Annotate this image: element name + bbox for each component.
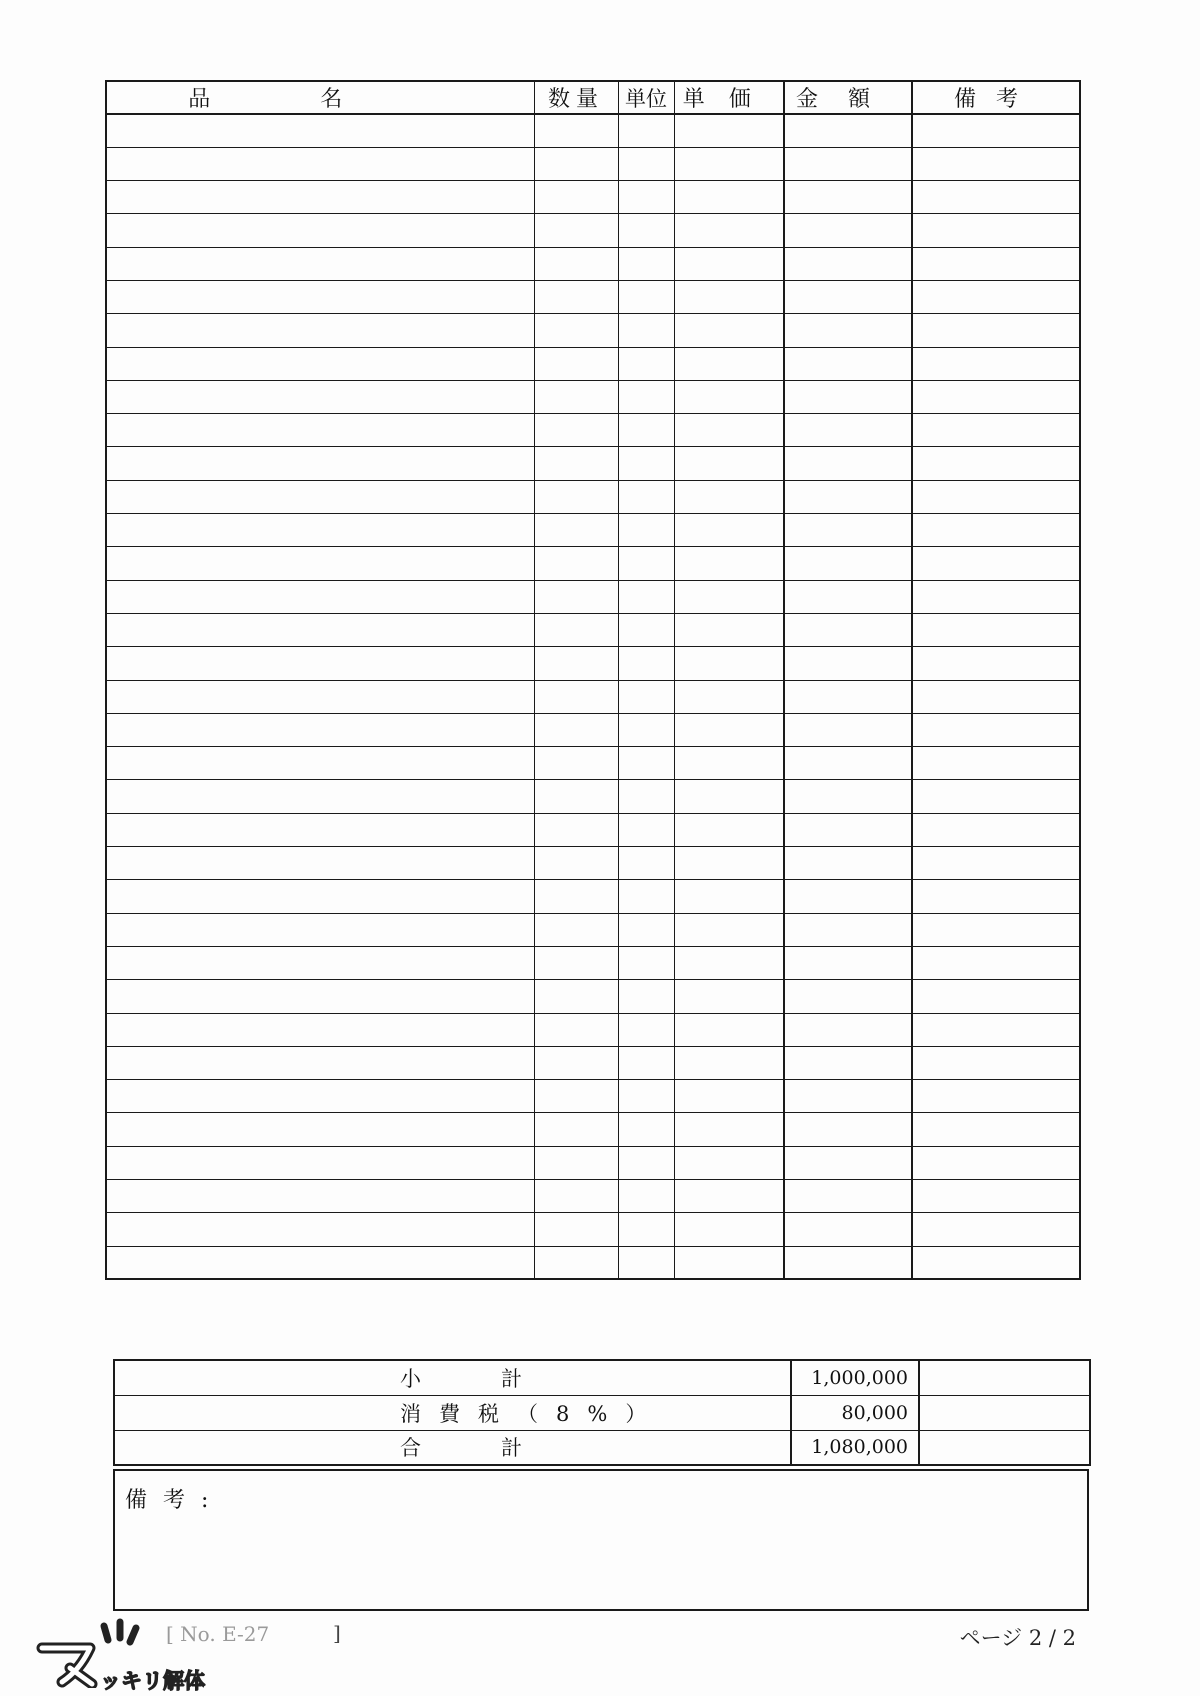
unit-price-cell <box>674 480 784 513</box>
quantity-cell <box>534 280 618 313</box>
table-row <box>106 913 1080 946</box>
tax-note <box>919 1395 1090 1430</box>
table-row <box>106 1146 1080 1179</box>
item-name-cell <box>106 514 534 547</box>
table-row <box>106 314 1080 347</box>
subtotal-label <box>114 1360 791 1395</box>
notes-cell <box>912 1213 1080 1246</box>
unit-cell <box>618 1046 674 1079</box>
table-row <box>106 580 1080 613</box>
item-name-cell <box>106 447 534 480</box>
item-name-cell <box>106 747 534 780</box>
header-amount: 金額 <box>784 81 912 114</box>
notes-cell <box>912 1113 1080 1146</box>
quantity-cell <box>534 114 618 147</box>
amount-cell <box>784 447 912 480</box>
notes-cell <box>912 847 1080 880</box>
subtotal-note <box>919 1360 1090 1395</box>
amount-cell <box>784 280 912 313</box>
amount-cell <box>784 913 912 946</box>
amount-cell <box>784 680 912 713</box>
amount-cell <box>784 1213 912 1246</box>
notes-cell <box>912 447 1080 480</box>
notes-cell <box>912 1046 1080 1079</box>
table-row <box>106 880 1080 913</box>
tax-row <box>114 1395 1090 1430</box>
notes-cell <box>912 480 1080 513</box>
notes-cell <box>912 147 1080 180</box>
header-unit-price: 単価 <box>674 81 784 114</box>
table-row <box>106 1046 1080 1079</box>
notes-cell <box>912 181 1080 214</box>
unit-cell <box>618 414 674 447</box>
unit-price-cell <box>674 780 784 813</box>
notes-cell <box>912 1180 1080 1213</box>
amount-cell <box>784 247 912 280</box>
table-row <box>106 647 1080 680</box>
quantity-cell <box>534 680 618 713</box>
quantity-cell <box>534 880 618 913</box>
unit-price-cell <box>674 1113 784 1146</box>
document-number: [ No. E-27 <box>166 1622 270 1646</box>
item-name-cell <box>106 680 534 713</box>
notes-cell <box>912 314 1080 347</box>
table-row <box>106 946 1080 979</box>
tax-label-text: 消費税（8%） <box>400 1401 665 1426</box>
notes-cell <box>912 1013 1080 1046</box>
amount-cell <box>784 1246 912 1279</box>
quantity-cell <box>534 580 618 613</box>
quantity-cell <box>534 780 618 813</box>
unit-price-cell <box>674 447 784 480</box>
amount-cell <box>784 181 912 214</box>
unit-price-cell <box>674 1046 784 1079</box>
table-row <box>106 713 1080 746</box>
table-row <box>106 480 1080 513</box>
notes-cell <box>912 613 1080 646</box>
quantity-cell <box>534 847 618 880</box>
unit-cell <box>618 780 674 813</box>
amount-cell <box>784 880 912 913</box>
item-name-cell <box>106 880 534 913</box>
table-row <box>106 447 1080 480</box>
unit-cell <box>618 613 674 646</box>
notes-cell <box>912 1246 1080 1279</box>
unit-price-cell <box>674 114 784 147</box>
amount-cell <box>784 713 912 746</box>
notes-cell <box>912 114 1080 147</box>
total-value: 1,080,000 <box>791 1430 919 1465</box>
page-indicator: ページ 2 / 2 <box>959 1626 1076 1650</box>
notes-cell <box>912 414 1080 447</box>
unit-cell <box>618 713 674 746</box>
amount-cell <box>784 1146 912 1179</box>
unit-price-cell <box>674 1013 784 1046</box>
item-name-cell <box>106 813 534 846</box>
quantity-cell <box>534 1246 618 1279</box>
notes-cell <box>912 880 1080 913</box>
item-name-cell <box>106 247 534 280</box>
totals-table <box>113 1359 1091 1466</box>
notes-cell <box>912 247 1080 280</box>
table-row <box>106 247 1080 280</box>
unit-price-cell <box>674 847 784 880</box>
unit-cell <box>618 980 674 1013</box>
item-name-cell <box>106 1113 534 1146</box>
item-name-cell <box>106 181 534 214</box>
item-name-cell <box>106 1080 534 1113</box>
table-row <box>106 813 1080 846</box>
unit-cell <box>618 1113 674 1146</box>
unit-price-cell <box>674 880 784 913</box>
table-row <box>106 1113 1080 1146</box>
unit-cell <box>618 314 674 347</box>
item-name-cell <box>106 647 534 680</box>
unit-price-cell <box>674 680 784 713</box>
unit-cell <box>618 114 674 147</box>
tax-value: 80,000 <box>791 1395 919 1430</box>
quantity-cell <box>534 980 618 1013</box>
quantity-cell <box>534 946 618 979</box>
remarks-box <box>113 1469 1089 1611</box>
total-label-text: 合計 <box>400 1436 602 1461</box>
unit-price-cell <box>674 946 784 979</box>
subtotal-row <box>114 1360 1090 1395</box>
table-row <box>106 347 1080 380</box>
unit-cell <box>618 547 674 580</box>
unit-price-cell <box>674 547 784 580</box>
quantity-cell <box>534 613 618 646</box>
quantity-cell <box>534 380 618 413</box>
table-row <box>106 1080 1080 1113</box>
quantity-cell <box>534 1013 618 1046</box>
unit-cell <box>618 447 674 480</box>
quantity-cell <box>534 147 618 180</box>
amount-cell <box>784 613 912 646</box>
unit-cell <box>618 946 674 979</box>
notes-cell <box>912 980 1080 1013</box>
table-row <box>106 280 1080 313</box>
notes-cell <box>912 1146 1080 1179</box>
table-row <box>106 547 1080 580</box>
table-row <box>106 980 1080 1013</box>
total-label <box>114 1430 791 1465</box>
table-row <box>106 680 1080 713</box>
document-number-bracket: ] <box>333 1621 341 1645</box>
unit-price-cell <box>674 747 784 780</box>
table-row <box>106 181 1080 214</box>
amount-cell <box>784 347 912 380</box>
item-name-cell <box>106 347 534 380</box>
item-name-cell <box>106 1213 534 1246</box>
quantity-cell <box>534 447 618 480</box>
amount-cell <box>784 1080 912 1113</box>
unit-cell <box>618 181 674 214</box>
quantity-cell <box>534 913 618 946</box>
amount-cell <box>784 214 912 247</box>
item-name-cell <box>106 214 534 247</box>
item-name-cell <box>106 913 534 946</box>
table-row <box>106 214 1080 247</box>
logo-text: ッキリ解体 <box>100 1669 205 1693</box>
quantity-cell <box>534 214 618 247</box>
unit-cell <box>618 1080 674 1113</box>
table-row <box>106 1180 1080 1213</box>
unit-price-cell <box>674 347 784 380</box>
unit-price-cell <box>674 647 784 680</box>
quantity-cell <box>534 247 618 280</box>
header-unit: 単位 <box>618 81 674 114</box>
quantity-cell <box>534 314 618 347</box>
unit-price-cell <box>674 613 784 646</box>
logo-sparkle-icon <box>104 1622 136 1642</box>
quantity-cell <box>534 414 618 447</box>
item-name-cell <box>106 980 534 1013</box>
unit-price-cell <box>674 913 784 946</box>
unit-cell <box>618 1146 674 1179</box>
unit-cell <box>618 813 674 846</box>
amount-cell <box>784 1113 912 1146</box>
item-name-cell <box>106 1046 534 1079</box>
unit-price-cell <box>674 1080 784 1113</box>
item-name-cell <box>106 147 534 180</box>
notes-cell <box>912 713 1080 746</box>
total-row <box>114 1430 1090 1465</box>
amount-cell <box>784 380 912 413</box>
tax-label <box>114 1395 791 1430</box>
notes-cell <box>912 680 1080 713</box>
unit-cell <box>618 913 674 946</box>
unit-cell <box>618 880 674 913</box>
quantity-cell <box>534 1080 618 1113</box>
quantity-cell <box>534 1046 618 1079</box>
unit-price-cell <box>674 713 784 746</box>
amount-cell <box>784 780 912 813</box>
item-name-cell <box>106 1146 534 1179</box>
quantity-cell <box>534 713 618 746</box>
item-name-cell <box>106 1180 534 1213</box>
quantity-cell <box>534 647 618 680</box>
unit-price-cell <box>674 181 784 214</box>
notes-cell <box>912 1080 1080 1113</box>
unit-cell <box>618 214 674 247</box>
header-notes: 備考 <box>912 81 1080 114</box>
unit-cell <box>618 1246 674 1279</box>
notes-cell <box>912 347 1080 380</box>
unit-price-cell <box>674 380 784 413</box>
unit-price-cell <box>674 214 784 247</box>
item-name-cell <box>106 946 534 979</box>
amount-cell <box>784 1013 912 1046</box>
unit-cell <box>618 1213 674 1246</box>
amount-cell <box>784 580 912 613</box>
table-row <box>106 514 1080 547</box>
unit-price-cell <box>674 580 784 613</box>
item-name-cell <box>106 613 534 646</box>
quantity-cell <box>534 813 618 846</box>
items-body <box>106 114 1080 1279</box>
notes-cell <box>912 647 1080 680</box>
notes-cell <box>912 780 1080 813</box>
table-row <box>106 780 1080 813</box>
quantity-cell <box>534 347 618 380</box>
amount-cell <box>784 1180 912 1213</box>
unit-cell <box>618 280 674 313</box>
unit-cell <box>618 747 674 780</box>
unit-cell <box>618 514 674 547</box>
quantity-cell <box>534 181 618 214</box>
unit-cell <box>618 247 674 280</box>
item-name-cell <box>106 547 534 580</box>
unit-price-cell <box>674 514 784 547</box>
amount-cell <box>784 1046 912 1079</box>
unit-price-cell <box>674 1213 784 1246</box>
unit-cell <box>618 680 674 713</box>
table-row <box>106 147 1080 180</box>
item-name-cell <box>106 414 534 447</box>
amount-cell <box>784 314 912 347</box>
item-name-cell <box>106 380 534 413</box>
amount-cell <box>784 847 912 880</box>
unit-price-cell <box>674 280 784 313</box>
quantity-cell <box>534 1146 618 1179</box>
quantity-cell <box>534 514 618 547</box>
quantity-cell <box>534 1113 618 1146</box>
subtotal-label-text: 小計 <box>400 1366 602 1391</box>
quantity-cell <box>534 547 618 580</box>
header-item-name: 品名 <box>106 81 534 114</box>
amount-cell <box>784 813 912 846</box>
table-row <box>106 613 1080 646</box>
unit-price-cell <box>674 1146 784 1179</box>
unit-cell <box>618 847 674 880</box>
items-table <box>105 80 1081 1280</box>
quantity-cell <box>534 480 618 513</box>
amount-cell <box>784 480 912 513</box>
amount-cell <box>784 547 912 580</box>
amount-cell <box>784 946 912 979</box>
amount-cell <box>784 747 912 780</box>
item-name-cell <box>106 314 534 347</box>
table-row <box>106 114 1080 147</box>
item-name-cell <box>106 780 534 813</box>
notes-cell <box>912 380 1080 413</box>
amount-cell <box>784 114 912 147</box>
table-row <box>106 1013 1080 1046</box>
table-row <box>106 1213 1080 1246</box>
item-name-cell <box>106 1013 534 1046</box>
unit-price-cell <box>674 314 784 347</box>
total-note <box>919 1430 1090 1465</box>
table-header-row <box>106 81 1080 114</box>
unit-cell <box>618 580 674 613</box>
item-name-cell <box>106 280 534 313</box>
unit-price-cell <box>674 147 784 180</box>
table-row <box>106 380 1080 413</box>
notes-cell <box>912 214 1080 247</box>
unit-cell <box>618 347 674 380</box>
unit-price-cell <box>674 247 784 280</box>
unit-cell <box>618 647 674 680</box>
quantity-cell <box>534 1213 618 1246</box>
unit-cell <box>618 1013 674 1046</box>
notes-cell <box>912 946 1080 979</box>
table-row <box>106 1246 1080 1279</box>
amount-cell <box>784 514 912 547</box>
unit-price-cell <box>674 1246 784 1279</box>
item-name-cell <box>106 480 534 513</box>
unit-cell <box>618 147 674 180</box>
notes-cell <box>912 747 1080 780</box>
notes-cell <box>912 514 1080 547</box>
item-name-cell <box>106 580 534 613</box>
unit-cell <box>618 380 674 413</box>
item-name-cell <box>106 713 534 746</box>
table-row <box>106 414 1080 447</box>
amount-cell <box>784 414 912 447</box>
unit-price-cell <box>674 813 784 846</box>
unit-price-cell <box>674 414 784 447</box>
amount-cell <box>784 147 912 180</box>
item-name-cell <box>106 114 534 147</box>
notes-cell <box>912 580 1080 613</box>
table-row <box>106 847 1080 880</box>
unit-price-cell <box>674 1180 784 1213</box>
quantity-cell <box>534 1180 618 1213</box>
item-name-cell <box>106 1246 534 1279</box>
amount-cell <box>784 980 912 1013</box>
notes-cell <box>912 547 1080 580</box>
header-quantity: 数量 <box>534 81 618 114</box>
amount-cell <box>784 647 912 680</box>
subtotal-value: 1,000,000 <box>791 1360 919 1395</box>
remarks-label: 備考: <box>125 1488 225 1513</box>
notes-cell <box>912 813 1080 846</box>
notes-cell <box>912 913 1080 946</box>
unit-cell <box>618 1180 674 1213</box>
notes-cell <box>912 280 1080 313</box>
item-name-cell <box>106 847 534 880</box>
unit-cell <box>618 480 674 513</box>
unit-price-cell <box>674 980 784 1013</box>
table-row <box>106 747 1080 780</box>
quantity-cell <box>534 747 618 780</box>
